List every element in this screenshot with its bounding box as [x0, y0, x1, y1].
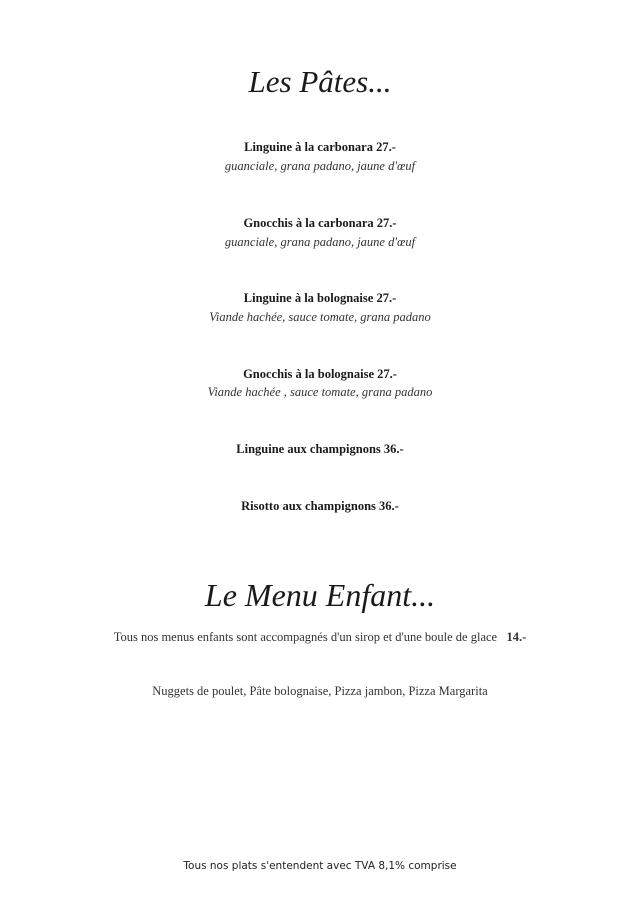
menu-item-description: Viande hachée , sauce tomate, grana padano	[207, 385, 433, 399]
footer-vat-note: Tous nos plats s'entendent avec TVA 8,1% comprise	[183, 860, 457, 872]
menu-item-name: Linguine à la carbonara 27.-	[244, 140, 396, 154]
section-title-enfant: Le Menu Enfant...	[204, 577, 436, 613]
menu-item-description: guanciale, grana padano, jaune d'œuf	[224, 235, 416, 249]
menu-item-name: Risotto aux champignons 36.-	[241, 499, 399, 513]
section-title-pates: Les Pâtes...	[248, 64, 392, 99]
kids-menu-intro	[0, 630, 640, 645]
menu-item-description: guanciale, grana padano, jaune d'œuf	[224, 159, 416, 173]
menu-item-name: Gnocchis à la carbonara 27.-	[243, 216, 397, 230]
menu-item-description: Viande hachée, sauce tomate, grana padano	[209, 310, 431, 324]
kids-menu-intro-text: Tous nos menus enfants sont accompagnés d'un sirop et d'une boule de glace	[113, 630, 498, 644]
menu-item-name: Linguine à la bolognaise 27.-	[243, 291, 397, 305]
menu-item-name: Gnocchis à la bolognaise 27.-	[243, 367, 397, 381]
kids-menu-choices: Nuggets de poulet, Pâte bolognaise, Pizza jambon, Pizza Margarita	[152, 684, 488, 698]
kids-menu-price: 14.-	[506, 630, 527, 644]
menu-item-name: Linguine aux champignons 36.-	[236, 442, 404, 456]
